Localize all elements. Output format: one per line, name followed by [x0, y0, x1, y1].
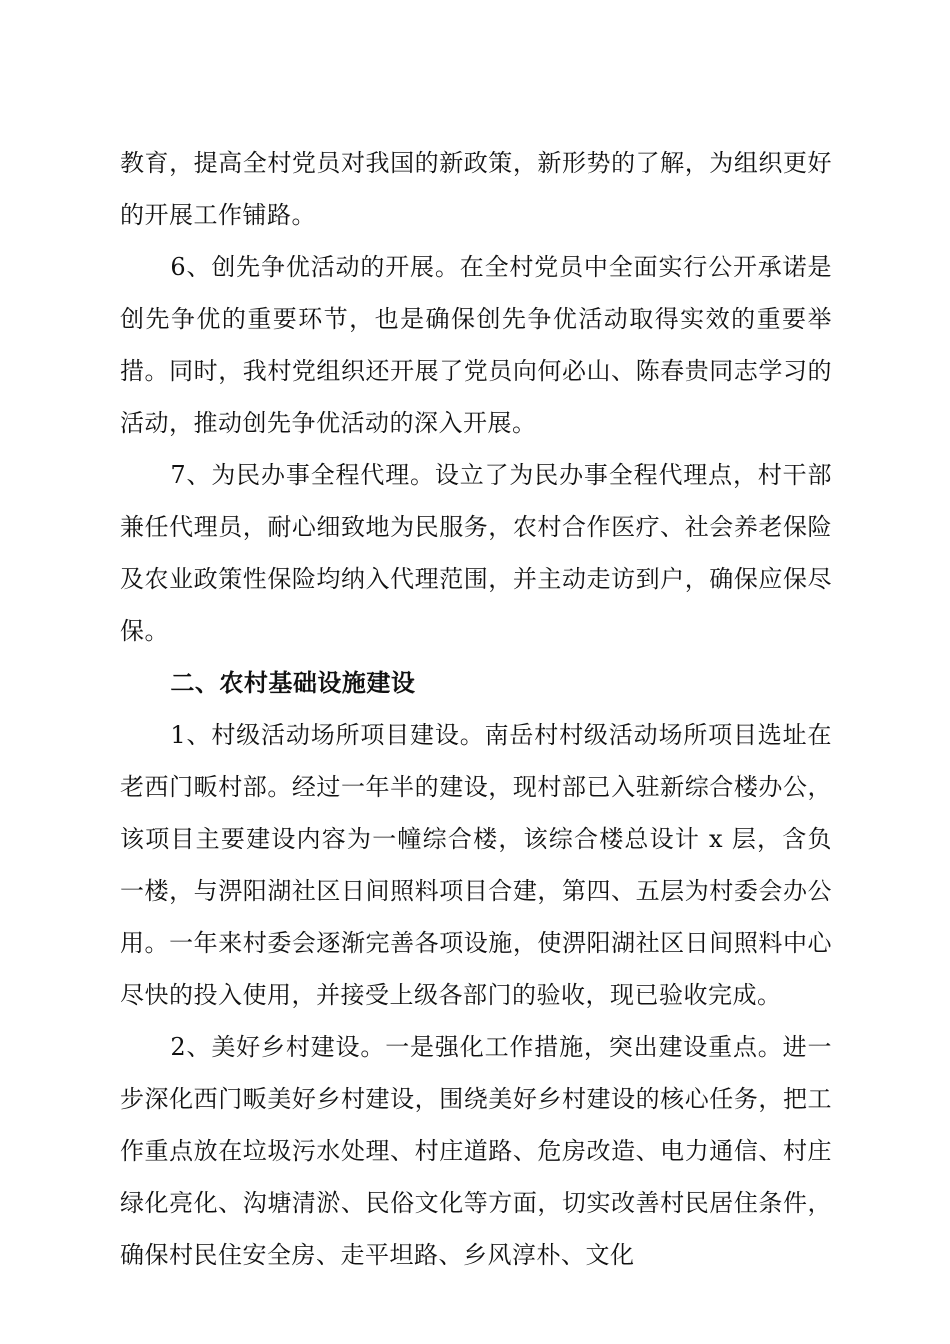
section-heading: 二、农村基础设施建设 [170, 669, 416, 697]
paragraph-infra-1: 1、村级活动场所项目建设。南岳村村级活动场所项目选址在老西门畈村部。经过一年半的建设，现村部已入驻新综合楼办公，该项目主要建设内容为一幢综合楼，该综合楼总设计 x 层，含负一楼，与淠阳湖社区日间照料项目合建，第四、五层为村委会办公用。一年来村委会逐渐完善各项设施，使淠阳湖社区日间照料中心尽快的投入使用，并接受上级各部门的验收，现已验收完成。 [120, 721, 832, 1009]
paragraph-infra-2: 2、美好乡村建设。一是强化工作措施，突出建设重点。进一步深化西门畈美好乡村建设，围绕美好乡村建设的核心任务，把工作重点放在垃圾污水处理、村庄道路、危房改造、电力通信、村庄绿化亮化、沟塘清淤、民俗文化等方面，切实改善村民居住条件，确保村民住安全房、走平坦路、乡风淳朴、文化 [120, 1033, 832, 1269]
paragraph-continuation: 教育，提高全村党员对我国的新政策，新形势的了解，为组织更好的开展工作铺路。 [120, 149, 832, 229]
paragraph-item-7: 7、为民办事全程代理。设立了为民办事全程代理点，村干部兼任代理员，耐心细致地为民服务，农村合作医疗、社会养老保险及农业政策性保险均纳入代理范围，并主动走访到户，确保应保尽保。 [120, 461, 832, 645]
document-body [120, 137, 832, 1281]
paragraph-item-6: 6、创先争优活动的开展。在全村党员中全面实行公开承诺是创先争优的重要环节，也是确保创先争优活动取得实效的重要举措。同时，我村党组织还开展了党员向何必山、陈春贵同志学习的活动，推动创先争优活动的深入开展。 [120, 253, 832, 437]
